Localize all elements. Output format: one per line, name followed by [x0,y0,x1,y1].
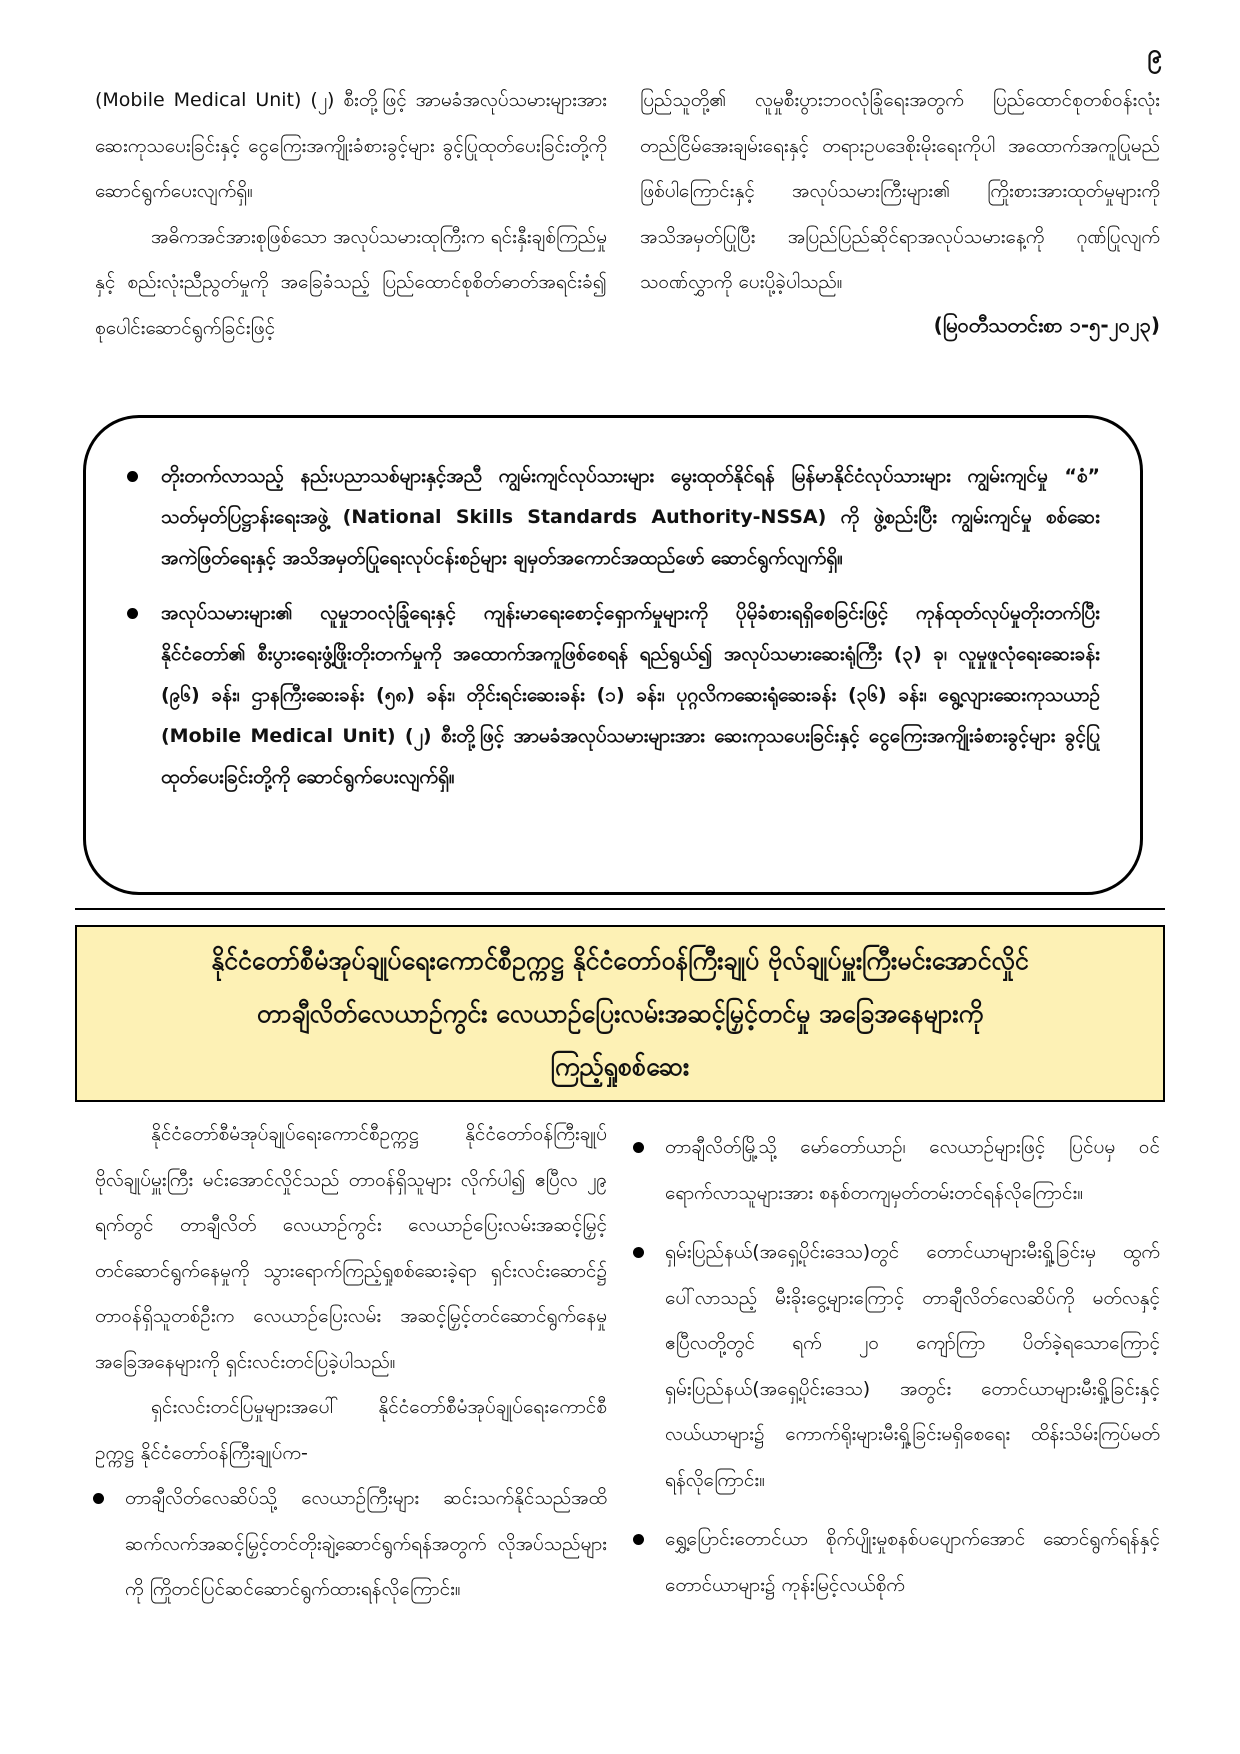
section-divider [75,908,1165,910]
list-item [665,1517,1160,1608]
top-left-column [95,78,607,351]
list-item [665,1230,1160,1503]
source-citation: (မြဝတီသတင်းစာ ၁-၅-၂၀၂၃) [933,312,1160,337]
top-right-paragraph-1: ပြည်သူတို့၏ လူမှုစီးပွားဘဝလုံခြုံရေးအတွက် ပြည်ထောင်စုတစ်ဝန်းလုံး တည်ငြိမ်အေးချမ်းရေးနှင့် တရားဥပဒေစိုးမိုးရေးကိုပါ အထောက်အကူပြုမည်ဖြစ်ပါကြောင်းနှင့် အလုပ်သမားကြီးများ၏ ကြိုးစားအားထုတ်မှုများကို အသိအမှတ်ပြုပြီး အပြည်ပြည်ဆိုင်ရာအလုပ်သမားနေ့ကို ဂုဏ်ပြုလျက် သဝဏ်လွှာကို ပေးပို့ခဲ့ပါသည်။ [640,89,1160,293]
bullet-icon [633,1142,644,1153]
highlight-item [161,593,1100,798]
headline-line-1: နိုင်ငံတော်စီမံအုပ်ချုပ်ရေးကောင်စီဥက္ကဋ္ဌ နိုင်ငံတော်ဝန်ကြီးချုပ် ဗိုလ်ချုပ်မှူးကြီးမင်းအောင်လှိုင် [211,946,1029,975]
list-item [95,1476,607,1613]
bullet-icon [93,1493,104,1504]
bullet-icon [633,1247,644,1258]
headline-box [75,925,1165,1102]
bottom-right-list [665,1125,1160,1608]
bottom-left-list [95,1476,607,1613]
highlight-item [161,456,1100,579]
list-item-text: တာချီလိတ်မြို့သို့ မော်တော်ယာဉ်၊ လေယာဉ်များဖြင့် ပြင်ပမှ ဝင်ရောက်လာသူများအား စနစ်တကျမှတ်တမ်းတင်ရန်လိုကြောင်း။ [665,1136,1160,1204]
bottom-left-paragraph-2: ရှင်းလင်းတင်ပြမှုများအပေါ် နိုင်ငံတော်စီမံအုပ်ချုပ်ရေးကောင်စီဥက္ကဋ္ဌ နိုင်ငံတော်ဝန်ကြီးချုပ်က- [95,1396,607,1464]
top-right-column [640,78,1160,362]
list-item-text: ရှမ်းပြည်နယ်(အရှေ့ပိုင်းဒေသ)တွင် တောင်ယာများမီးရှို့ခြင်းမှ ထွက်ပေါ်လာသည့် မီးခိုးငွေ့များကြောင့် တာချီလိတ်လေဆိပ်ကို မတ်လနှင့် ဧပြီလတို့တွင် ရက် ၂၀ ကျော်ကြာ ပိတ်ခဲ့ရသောကြောင့် ရှမ်းပြည်နယ်(အရှေ့ပိုင်းဒေသ) အတွင်း တောင်ယာများမီးရှို့ခြင်းနှင့် လယ်ယာများ၌ ကောက်ရိုးများမီးရှို့ခြင်းမရှိစေရေး ထိန်းသိမ်းကြပ်မတ်ရန်လိုကြောင်း။ [665,1241,1160,1491]
bottom-left-column [95,1112,607,1627]
top-left-paragraph-2: အဓိကအင်အားစုဖြစ်သော အလုပ်သမားထုကြီးက ရင်းနှီးချစ်ကြည်မှုနှင့် စည်းလုံးညီညွတ်မှုကို အခြေခံသည့် ပြည်ထောင်စုစိတ်ဓာတ်အရင်းခံ၍ စုပေါင်းဆောင်ရွက်ခြင်းဖြင့် [95,225,607,339]
bottom-right-column [665,1125,1160,1622]
list-item-text: ရွှေ့ပြောင်းတောင်ယာ စိုက်ပျိုးမှုစနစ်ပပျောက်အောင် ဆောင်ရွက်ရန်နှင့် တောင်ယာများ၌ ကုန်းမြင့်လယ်စိုက် [665,1528,1160,1596]
headline-line-2: တာချီလိတ်လေယာဉ်ကွင်း လေယာဉ်ပြေးလမ်းအဆင့်မြှင့်တင်မှု အခြေအနေများကို [256,999,984,1028]
list-item [665,1125,1160,1216]
bullet-icon [633,1534,644,1545]
bottom-left-paragraph-1: နိုင်ငံတော်စီမံအုပ်ချုပ်ရေးကောင်စီဥက္ကဋ္ဌ နိုင်ငံတော်ဝန်ကြီးချုပ် ဗိုလ်ချုပ်မှူးကြီး မင်းအောင်လှိုင်သည် တာဝန်ရှိသူများ လိုက်ပါ၍ ဧပြီလ ၂၉ ရက်တွင် တာချီလိတ် လေယာဉ်ကွင်း လေယာဉ်ပြေးလမ်းအဆင့်မြှင့်တင်ဆောင်ရွက်နေမှုကို သွားရောက်ကြည့်ရှုစစ်ဆေးခဲ့ရာ ရှင်းလင်းဆောင်၌ တာဝန်ရှိသူတစ်ဦးက လေယာဉ်ပြေးလမ်း အဆင့်မြှင့်တင်ဆောင်ရွက်နေမှုအခြေအနေများကို ရှင်းလင်းတင်ပြခဲ့ပါသည်။ [95,1123,607,1373]
highlight-item-text: အလုပ်သမားများ၏ လူမှုဘဝလုံခြုံရေးနှင့် ကျန်းမာရေးစောင့်ရှောက်မှုများကို ပိုမိုခံစားရရှိစေခြင်းဖြင့် ကုန်ထုတ်လုပ်မှုတိုးတက်ပြီး နိုင်ငံတော်၏ စီးပွားရေးဖွံ့ဖြိုးတိုးတက်မှုကို အထောက်အကူဖြစ်စေရန် ရည်ရွယ်၍ အလုပ်သမားဆေးရုံကြီး (၃) ခု၊ လူမှုဖူလုံရေးဆေးခန်း (၉၆) ခန်း၊ ဌာနကြီးဆေးခန်း (၅၈) ခန်း၊ တိုင်းရင်းဆေးခန်း (၁) ခန်း၊ ပုဂ္ဂလိကဆေးရုံဆေးခန်း (၃၆) ခန်း၊ ရွေ့လျားဆေးကုသယာဉ် (Mobile Medical Unit) (၂) စီးတို့ဖြင့် အာမခံအလုပ်သမားများအား ဆေးကုသပေးခြင်းနှင့် ငွေကြေးအကျိုးခံစားခွင့်များ ခွင့်ပြုထုတ်ပေးခြင်းတို့ကို ဆောင်ရွက်ပေးလျက်ရှိ။ [161,602,1100,788]
page-number: ၉ [1147,39,1162,69]
highlight-item-text: တိုးတက်လာသည့် နည်းပညာသစ်များနှင့်အညီ ကျွမ်းကျင်လုပ်သားများ မွေးထုတ်နိုင်ရန် မြန်မာနိုင်ငံလုပ်သားများ ကျွမ်းကျင်မှု “စံ” သတ်မှတ်ပြဋ္ဌာန်းရေးအဖွဲ့ (National Skills Standards Authority-NSSA) ကို ဖွဲ့စည်းပြီး ကျွမ်းကျင်မှု စစ်ဆေးအကဲဖြတ်ရေးနှင့် အသိအမှတ်ပြုရေးလုပ်ငန်းစဉ်များ ချမှတ်အကောင်အထည်ဖော် ဆောင်ရွက်လျက်ရှိ။ [161,465,1100,569]
headline [181,934,1059,1093]
highlight-box [83,415,1143,895]
highlight-list [161,456,1100,798]
list-item-text: တာချီလိတ်လေဆိပ်သို့ လေယာဉ်ကြီးများ ဆင်းသက်နိုင်သည်အထိ ဆက်လက်အဆင့်မြှင့်တင်တိုးချဲ့ဆောင်ရွက်ရန်အတွက် လိုအပ်သည်များကို ကြိုတင်ပြင်ဆင်ဆောင်ရွက်ထားရန်လိုကြောင်း။ [125,1487,607,1600]
top-left-paragraph-1: (Mobile Medical Unit) (၂) စီးတို့ဖြင့် အာမခံအလုပ်သမားများအား ဆေးကုသပေးခြင်းနှင့် ငွေကြေးအကျိုးခံစားခွင့်များ ခွင့်ပြုထုတ်ပေးခြင်းတို့ကို ဆောင်ရွက်ပေးလျက်ရှိ။ [95,89,607,202]
bullet-icon [127,608,138,619]
headline-line-3: ကြည့်ရှုစစ်ဆေး [550,1052,690,1081]
bullet-icon [127,471,138,482]
